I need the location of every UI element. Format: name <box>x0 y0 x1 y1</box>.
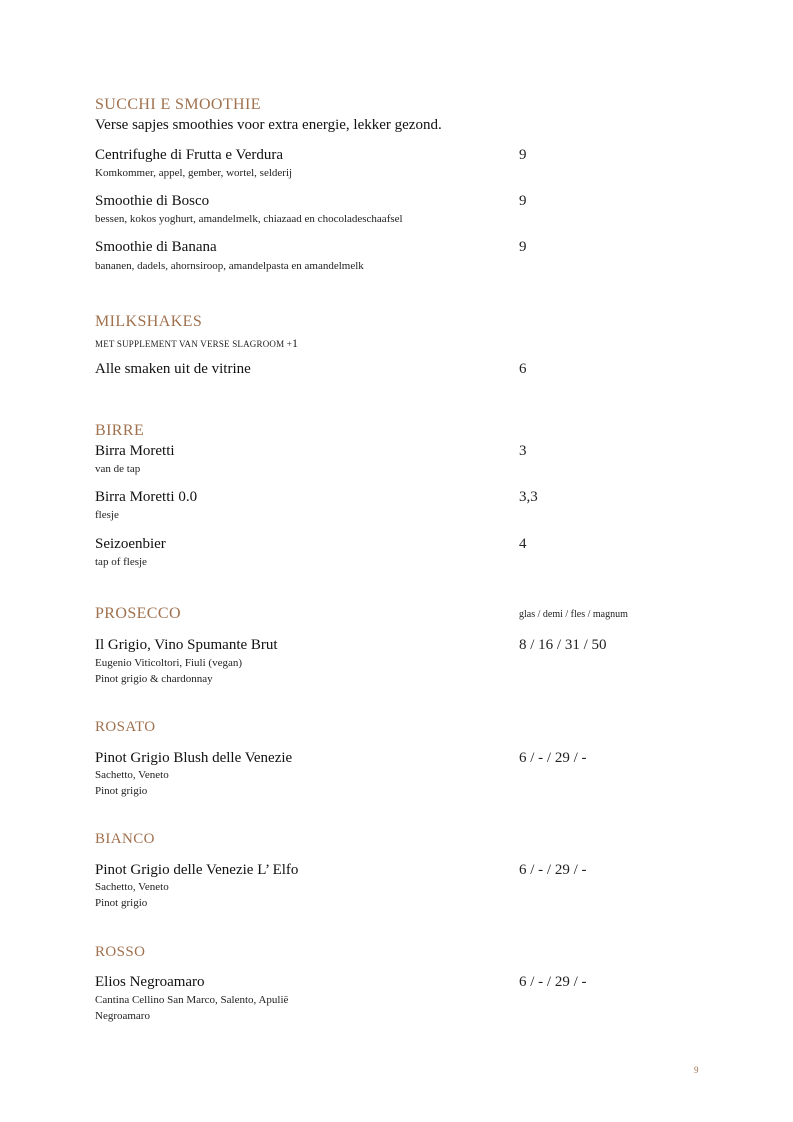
menu-item-price: 9 <box>519 193 527 209</box>
menu-item-price: 6 / - / 29 / - <box>519 974 587 990</box>
section-intro-succhi: Verse sapjes smoothies voor extra energie, lekker gezond. <box>95 117 442 133</box>
menu-item-price: 3,3 <box>519 489 538 505</box>
section-title-succhi: SUCCHI E SMOOTHIE <box>95 96 261 113</box>
menu-item-name: Il Grigio, Vino Spumante Brut <box>95 637 278 653</box>
menu-item-grape: Pinot grigio & chardonnay <box>95 673 213 685</box>
menu-item-name: Pinot Grigio delle Venezie L’ Elfo <box>95 862 299 878</box>
menu-item-price: 8 / 16 / 31 / 50 <box>519 637 607 653</box>
menu-item-name: Smoothie di Banana <box>95 239 217 255</box>
supplement-label: MET SUPPLEMENT VAN VERSE SLAGROOM + <box>95 339 293 349</box>
menu-item-price: 6 / - / 29 / - <box>519 862 587 878</box>
menu-item-price: 6 <box>519 361 527 377</box>
section-title-birre: BIRRE <box>95 422 145 439</box>
menu-item-price: 9 <box>519 147 527 163</box>
menu-item-description: bessen, kokos yoghurt, amandelmelk, chiazaad en chocoladeschaafsel <box>95 213 403 225</box>
menu-item-name: Smoothie di Bosco <box>95 193 210 209</box>
menu-item-grape: Negroamaro <box>95 1010 150 1022</box>
menu-item-producer: Cantina Cellino San Marco, Salento, Apulië <box>95 994 289 1006</box>
menu-item-price: 4 <box>519 536 527 552</box>
menu-item-name: Birra Moretti <box>95 443 175 459</box>
menu-item-price: 9 <box>519 239 527 255</box>
section-title-prosecco: PROSECCO <box>95 605 181 622</box>
menu-item-name: Elios Negroamaro <box>95 974 205 990</box>
menu-item-description: van de tap <box>95 463 141 475</box>
supplement-amount: 1 <box>292 336 299 350</box>
menu-item-producer: Eugenio Viticoltori, Fiuli (vegan) <box>95 657 243 669</box>
section-title-milkshakes: MILKSHAKES <box>95 313 203 330</box>
menu-item-name: Seizoenbier <box>95 536 166 552</box>
menu-item-name: Centrifughe di Frutta e Verdura <box>95 147 284 163</box>
menu-item-name: Birra Moretti 0.0 <box>95 489 198 505</box>
price-column-header: glas / demi / fles / magnum <box>519 609 628 620</box>
menu-item-description: bananen, dadels, ahornsiroop, amandelpasta en amandelmelk <box>95 260 364 272</box>
menu-item-description: Komkommer, appel, gember, wortel, selderij <box>95 167 293 179</box>
menu-item-price: 6 / - / 29 / - <box>519 750 587 766</box>
menu-item-grape: Pinot grigio <box>95 897 148 909</box>
menu-item-producer: Sachetto, Veneto <box>95 769 169 781</box>
menu-item-description: tap of flesje <box>95 556 147 568</box>
menu-item-grape: Pinot grigio <box>95 785 148 797</box>
section-note-milkshakes <box>95 336 298 351</box>
menu-item-name: Alle smaken uit de vitrine <box>95 361 251 377</box>
menu-item-description: flesje <box>95 509 119 521</box>
menu-item-name: Pinot Grigio Blush delle Venezie <box>95 750 293 766</box>
menu-item-price: 3 <box>519 443 527 459</box>
section-title-rosato: ROSATO <box>95 719 156 735</box>
menu-item-producer: Sachetto, Veneto <box>95 881 169 893</box>
section-title-rosso: ROSSO <box>95 944 146 960</box>
page-number: 9 <box>694 1065 699 1075</box>
section-title-bianco: BIANCO <box>95 831 155 847</box>
